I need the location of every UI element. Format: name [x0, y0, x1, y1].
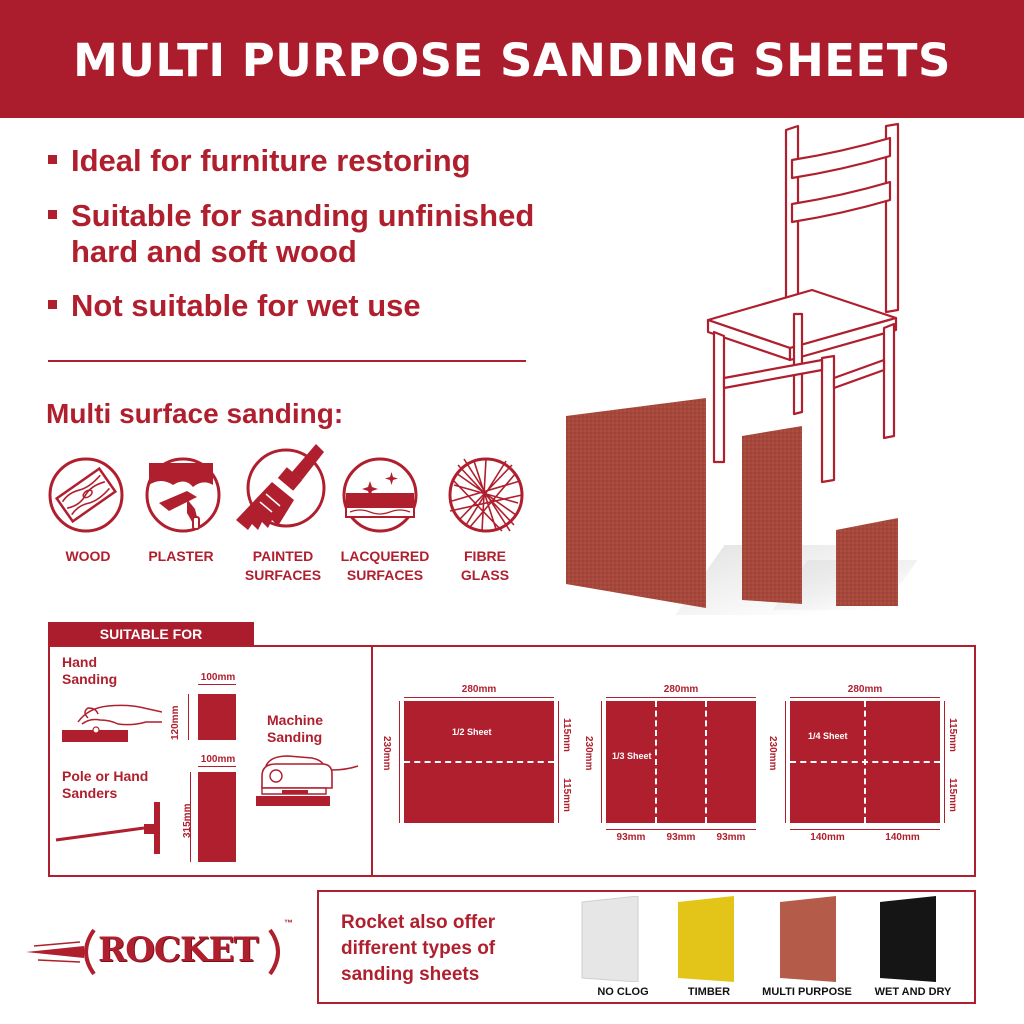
type-label: NO CLOG	[597, 986, 649, 998]
sheet-type-swatch-face	[880, 896, 936, 982]
dim-label: 93mm	[666, 832, 696, 843]
bullet-text: Not suitable for wet use	[71, 288, 421, 323]
surface-label: PAINTED SURFACES	[244, 548, 322, 583]
sheet-name: 1/4 Sheet	[808, 731, 848, 741]
pole-sander-icon	[54, 794, 164, 854]
also-offer-text: Rocket also offer different types of sanding sheets	[341, 912, 496, 985]
bullet-square-icon	[48, 300, 57, 309]
fibreglass-icon	[446, 455, 526, 535]
dim-line	[399, 701, 400, 823]
sheet-type-swatch-face	[678, 896, 734, 982]
pole-sanding-label: Pole or Hand Sanders	[62, 768, 149, 801]
hand-sanding-label: Hand Sanding	[62, 654, 118, 687]
bullet-square-icon	[48, 210, 57, 219]
panel-separator	[371, 645, 373, 877]
dim-line	[198, 684, 236, 685]
bullet-square-icon	[48, 155, 57, 164]
pole-sheet-strip	[198, 772, 236, 862]
dim-label: 100mm	[200, 672, 236, 683]
dim-label: 280mm	[663, 684, 699, 695]
hand-sheet-block	[198, 694, 236, 740]
third-sheet-diagram	[606, 701, 756, 823]
dim-label: 315mm	[182, 803, 193, 838]
dim-label: 230mm	[767, 736, 778, 771]
title-banner	[0, 0, 1024, 118]
dim-label: 120mm	[170, 705, 181, 740]
dim-label: 115mm	[561, 718, 572, 752]
dim-label: 93mm	[716, 832, 746, 843]
dim-label: 230mm	[583, 736, 594, 771]
surface-label: LACQUERED SURFACES	[340, 548, 430, 583]
dim-label: 115mm	[947, 778, 958, 812]
bullet-wet	[48, 288, 421, 324]
dim-line	[944, 701, 945, 823]
surface-label: FIBRE GLASS	[460, 548, 510, 583]
sheet-type-swatch-face	[582, 896, 638, 982]
sheet-type-swatch	[878, 896, 940, 982]
dim-line	[198, 766, 236, 767]
surface-label: PLASTER	[148, 548, 214, 564]
wood-icon	[46, 455, 126, 535]
cut-line	[864, 701, 866, 823]
dim-line	[606, 697, 756, 698]
sheet-name: 1/2 Sheet	[452, 727, 492, 737]
brand-name: ROCKET	[98, 930, 258, 970]
divider	[48, 360, 526, 362]
dim-label: 140mm	[810, 832, 845, 843]
dim-line	[790, 697, 940, 698]
dim-line	[606, 829, 756, 830]
plaster-trowel-icon	[143, 455, 223, 535]
sheet-type-swatch	[676, 896, 738, 982]
hand-sanding-block-icon	[58, 696, 162, 750]
sheet-type-swatch-face	[780, 896, 836, 982]
bullet-furniture	[48, 143, 471, 179]
type-label: WET AND DRY	[874, 986, 952, 998]
cut-line	[404, 761, 554, 763]
dim-label: 115mm	[947, 718, 958, 752]
half-sheet-diagram	[404, 701, 554, 823]
dim-label: 115mm	[561, 778, 572, 812]
surfaces-heading: Multi surface sanding:	[46, 398, 344, 429]
type-label: MULTI PURPOSE	[762, 986, 852, 998]
cut-line	[705, 701, 707, 823]
sheet-type-swatch	[778, 896, 840, 982]
dim-label: 230mm	[381, 736, 392, 771]
dim-line	[785, 701, 786, 823]
bullet-wood	[48, 198, 534, 270]
dim-line	[190, 772, 191, 862]
page-title: MULTI PURPOSE SANDING SHEETS	[73, 34, 951, 87]
cut-line	[655, 701, 657, 823]
sheet-name: 1/3 Sheet	[612, 751, 652, 761]
orbital-sander-icon	[252, 746, 360, 812]
dim-line	[188, 694, 189, 740]
paintbrush-icon	[236, 438, 332, 538]
suitable-for-heading: SUITABLE FOR	[48, 622, 254, 646]
dim-line	[558, 701, 559, 823]
dim-label: 140mm	[885, 832, 920, 843]
bullet-text: Suitable for sanding unfinished	[71, 198, 535, 233]
dim-line	[601, 701, 602, 823]
dim-label: 100mm	[200, 754, 236, 765]
lacquered-board-icon	[340, 455, 420, 535]
type-label: TIMBER	[687, 986, 731, 998]
trademark: ™	[284, 918, 293, 928]
bullet-text: hard and soft wood	[71, 234, 357, 269]
sheet-type-swatch	[580, 896, 642, 982]
dim-line	[790, 829, 940, 830]
machine-sanding-label: Machine Sanding	[267, 712, 324, 745]
dim-label: 280mm	[461, 684, 497, 695]
dim-label: 280mm	[847, 684, 883, 695]
sanding-sheets-display	[560, 390, 910, 620]
surface-label: WOOD	[65, 548, 111, 564]
bullet-text: Ideal for furniture restoring	[71, 143, 471, 178]
dim-label: 93mm	[616, 832, 646, 843]
quarter-sheet-diagram	[790, 701, 940, 823]
dim-line	[404, 697, 554, 698]
